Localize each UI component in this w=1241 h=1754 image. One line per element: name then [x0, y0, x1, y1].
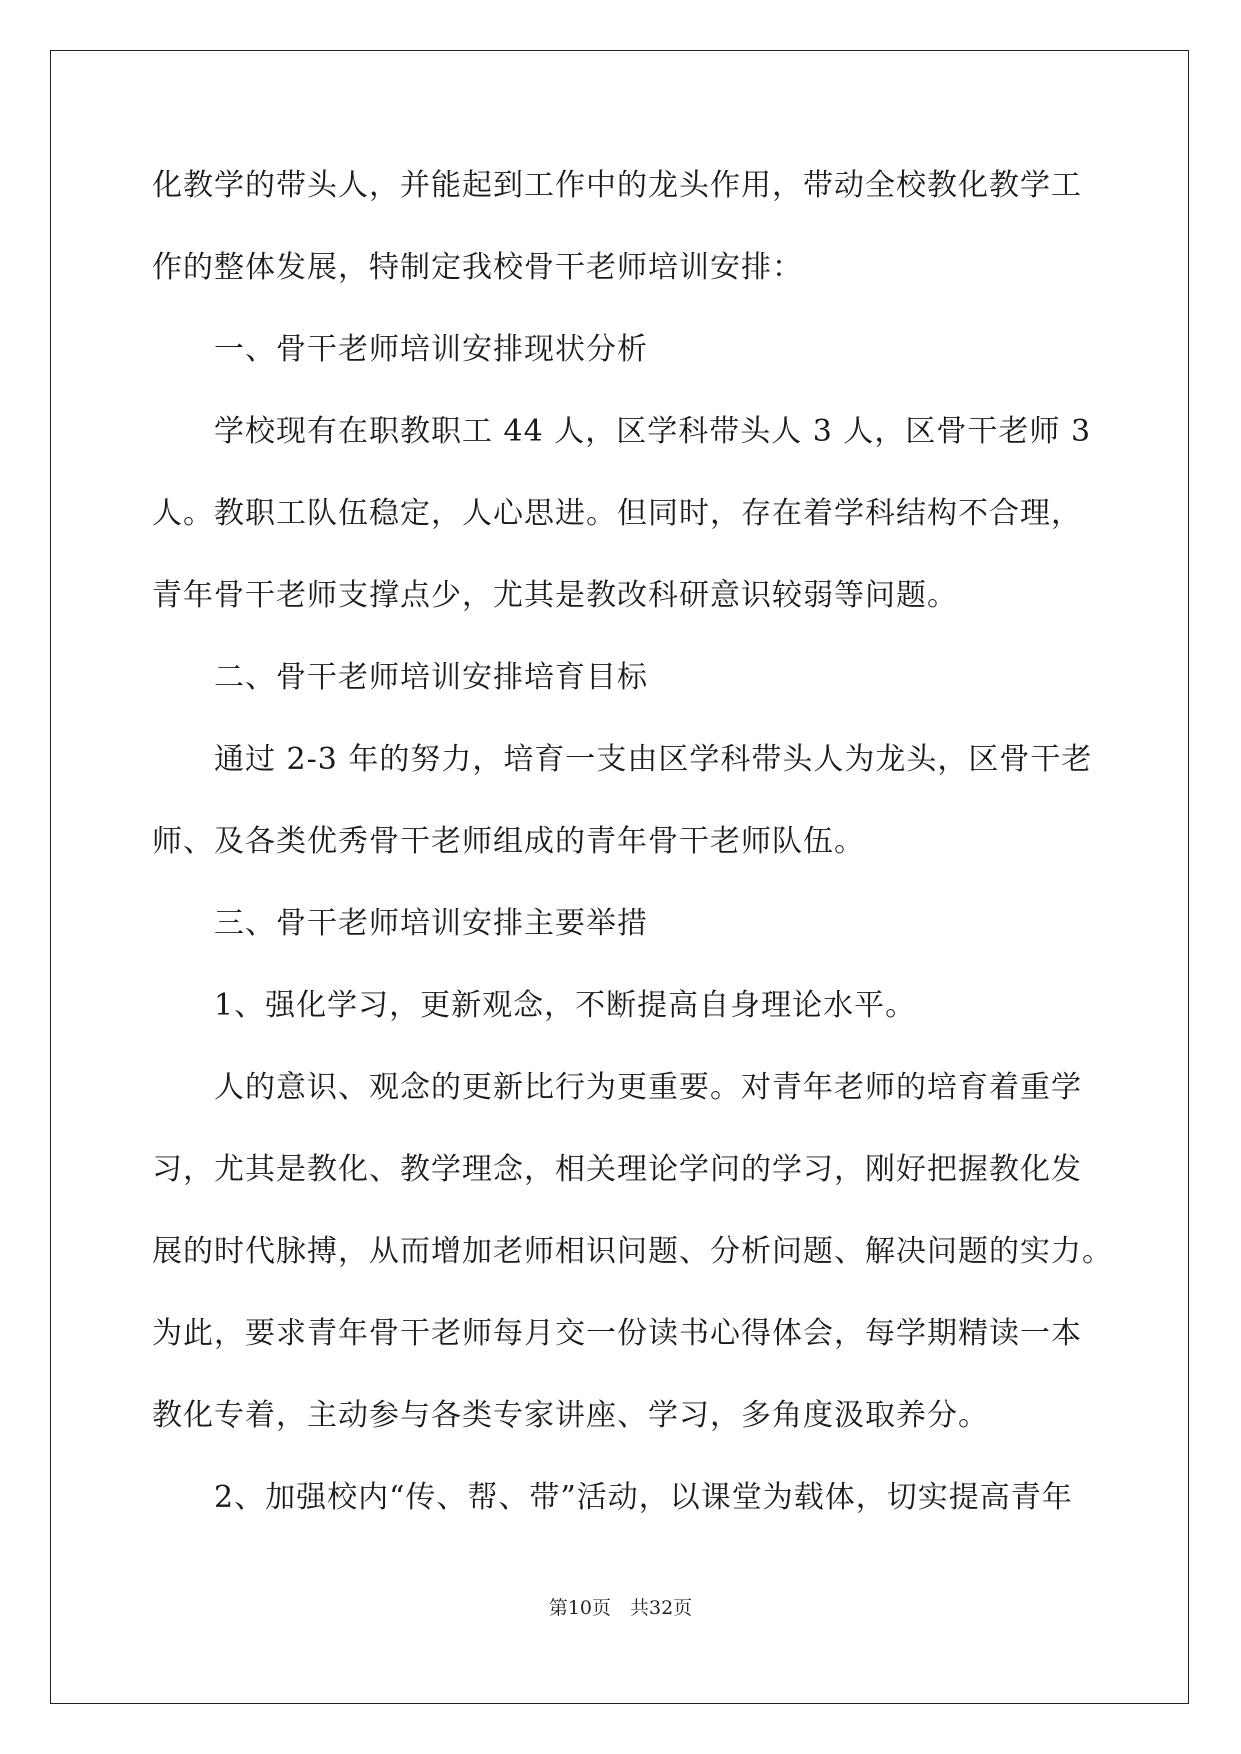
section-heading: 一、骨干老师培训安排现状分析: [214, 332, 648, 367]
body-line: 青年骨干老师支撑点少，尤其是教改科研意识较弱等问题。: [152, 578, 958, 613]
body-line: 通过 2-3 年的努力，培育一支由区学科带头人为龙头，区骨干老: [214, 742, 1093, 777]
body-line: 展的时代脉搏，从而增加老师相识问题、分析问题、解决问题的实力。: [152, 1234, 1113, 1269]
document-body: [152, 160, 1113, 1554]
body-line: 化教学的带头人，并能起到工作中的龙头作用，带动全校教化教学工: [152, 168, 1082, 203]
subsection-heading: 2、加强校内“传、帮、带”活动，以课堂为载体，切实提高青年: [214, 1480, 1073, 1515]
body-line: 教化专着，主动参与各类专家讲座、学习，多角度汲取养分。: [152, 1398, 989, 1433]
body-line: 人的意识、观念的更新比行为更重要。对青年老师的培育着重学: [214, 1070, 1082, 1105]
body-line: 作的整体发展，特制定我校骨干老师培训安排：: [152, 250, 803, 285]
body-line: 为此，要求青年骨干老师每月交一份读书心得体会，每学期精读一本: [152, 1316, 1082, 1351]
subsection-heading: 1、强化学习，更新观念，不断提高自身理论水平。: [214, 988, 917, 1023]
page-footer: 第10页 共32页: [548, 1597, 693, 1619]
body-line: 人。教职工队伍稳定，人心思进。但同时，存在着学科结构不合理，: [152, 496, 1082, 531]
section-heading: 二、骨干老师培训安排培育目标: [214, 660, 648, 695]
body-line: 学校现有在职教职工 44 人，区学科带头人 3 人，区骨干老师 3: [214, 414, 1092, 449]
section-heading: 三、骨干老师培训安排主要举措: [214, 906, 648, 941]
body-line: 师、及各类优秀骨干老师组成的青年骨干老师队伍。: [152, 824, 865, 859]
body-line: 习，尤其是教化、教学理念，相关理论学问的学习，刚好把握教化发: [152, 1152, 1082, 1187]
